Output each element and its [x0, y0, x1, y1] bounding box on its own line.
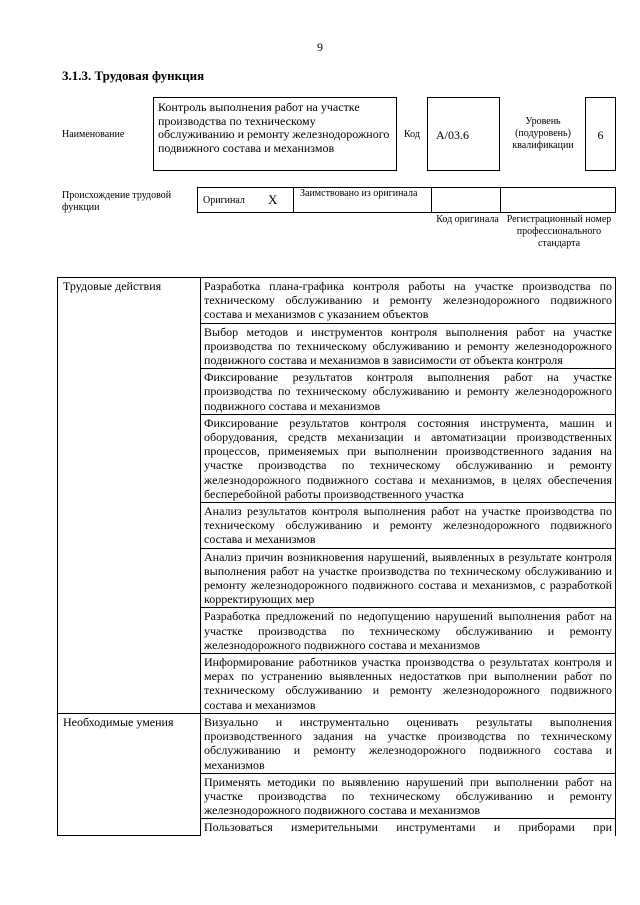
registration-caption: Регистрационный номер профессионального стандарта [506, 214, 612, 249]
origin-table [197, 187, 616, 213]
page-number: 9 [317, 40, 323, 54]
registration-cell [501, 188, 615, 212]
code-label: Код [404, 129, 420, 140]
original-code-cell [432, 188, 501, 212]
table-row [58, 713, 616, 773]
original-label: Оригинал [203, 195, 245, 206]
code-value: А/03.6 [427, 97, 500, 171]
name-label: Наименование [62, 129, 125, 140]
table-cell: Фиксирование результатов контроля состояния инструмента, машин и оборудования, средств механизации и автоматизации производственных процессов, применяемых при выполнении производственного задания на участке производства по техническому обслуживанию и ремонту железнодорожного подвижного состава и механизмов, в целях обеспечения бесперебойной работы производственного участка [201, 414, 616, 502]
original-cell [198, 188, 294, 212]
name-value: Контроль выполнения работ на участке производства по техническому обслуживанию и ремонту железнодорожного подвижного состава и механизмов [153, 97, 397, 171]
borrowed-label: Заимствовано из оригинала [296, 188, 432, 212]
main-table [57, 277, 616, 836]
table-cell: Пользоваться измерительными инструментами и приборами при [201, 819, 616, 836]
table-cell: Выбор методов и инструментов контроля выполнения работ на участке производства по техническому обслуживанию и ремонту железнодорожного подвижного состава и механизмов в зависимости от объекта контроля [201, 323, 616, 369]
table-cell: Применять методики по выявлению нарушений при выполнении работ на участке производства по техническому обслуживанию и ремонту железнодорожного подвижного состава и механизмов [201, 773, 616, 819]
table-cell: Разработка плана-графика контроля работы на участке производства по техническому обслуживанию и ремонту железнодорожного подвижного состава и механизмов с указанием объектов [201, 278, 616, 324]
table-cell: Разработка предложений по недопущению нарушений выполнения работ на участке производства по техническому обслуживанию и ремонту железнодорожного подвижного состава и механизмов [201, 608, 616, 654]
original-mark: Х [268, 192, 278, 207]
code-caption: Код оригинала [436, 214, 499, 225]
level-value: 6 [585, 97, 616, 171]
table-cell: Информирование работников участка производства о результатах контроля и мерах по устранению выявленных недостатков при выполнении работ по техническому обслуживанию и ремонту железнодорожного подвижного состава и механизмов [201, 654, 616, 714]
table-cell: Анализ причин возникновения нарушений, выявленных в результате контроля выполнения работ на участке производства по техническому обслуживанию и ремонту железнодорожного подвижного состава и механизмов, с разработкой корректирующих мер [201, 548, 616, 608]
table-cell: Визуально и инструментально оценивать результаты выполнения производственного задания на участке производства по техническому обслуживанию и ремонту железнодорожного подвижного состава и механизмов [201, 713, 616, 773]
table-cell: Анализ результатов контроля выполнения работ на участке производства по техническому обслуживанию и ремонту железнодорожного подвижного состава и механизмов [201, 503, 616, 549]
table-row [58, 278, 616, 324]
category-cell: Необходимые умения [58, 713, 201, 835]
table-cell: Фиксирование результатов контроля выполнения работ на участке производства по техническому обслуживанию и ремонту железнодорожного подвижного состава и механизмов [201, 369, 616, 415]
category-cell: Трудовые действия [58, 278, 201, 714]
level-label: Уровень (подуровень) квалификации [512, 116, 574, 151]
section-title: 3.1.3. Трудовая функция [62, 68, 205, 83]
origin-label: Происхождение трудовой функции [62, 190, 172, 213]
